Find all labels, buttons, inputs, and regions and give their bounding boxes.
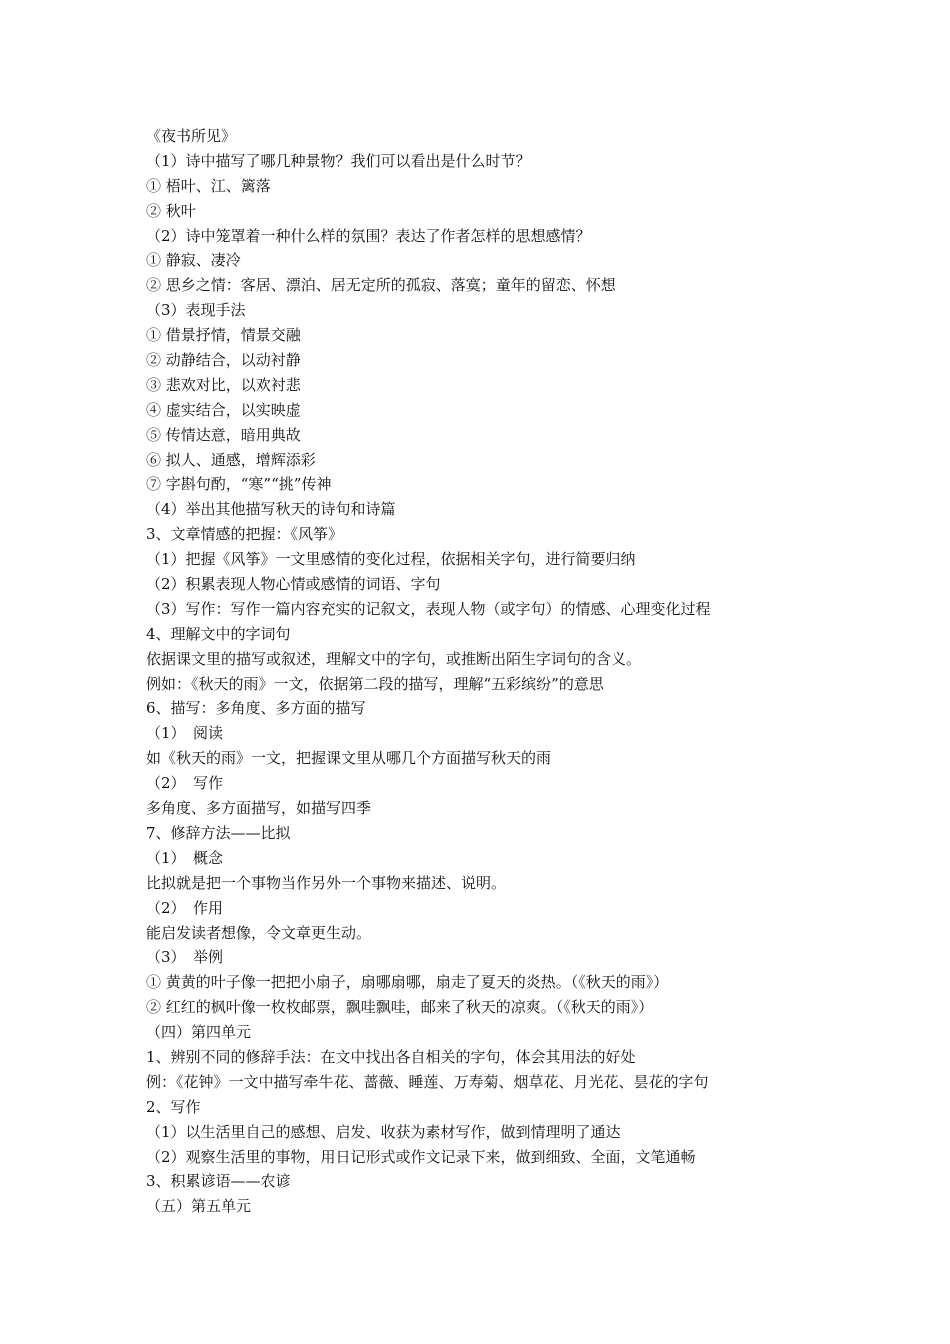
text-line: ① 静寂、凄冷 [146,251,241,270]
text-line: 如《秋天的雨》一文，把握课文里从哪几个方面描写秋天的雨 [146,749,552,768]
section-heading: 6、描写：多角度、多方面的描写 [146,699,366,718]
section-heading: 3、积累谚语——农谚 [146,1172,291,1191]
text-line: （1） 概念 [146,848,224,867]
section-heading: 2、写作 [146,1097,201,1116]
text-line: （1）以生活里自己的感想、启发、收获为素材写作，做到情理明了通达 [146,1122,621,1141]
text-line: （1）把握《风筝》一文里感情的变化过程，依据相关字句，进行简要归纳 [146,550,636,569]
text-line: （2） 写作 [146,774,224,793]
text-line: （2） 作用 [146,898,224,917]
text-line: ④ 虚实结合，以实映虚 [146,400,301,419]
poem-title: 《夜书所见》 [146,127,237,145]
text-line: ⑦ 字斟句酌，“寒”“挑”传神 [146,475,332,494]
text-line: ① 借景抒情，情景交融 [146,326,301,345]
text-line: 依据课文里的描写或叙述，理解文中的字句，或推断出陌生字词句的含义。 [146,649,642,668]
text-line: ③ 悲欢对比，以欢衬悲 [146,375,301,394]
section-heading: 1、辨别不同的修辞手法：在文中找出各自相关的字句，体会其用法的好处 [146,1047,636,1066]
text-line: （2）积累表现人物心情或感情的词语、字句 [146,575,441,594]
text-line: （3）表现手法 [146,301,246,320]
text-line: ① 梧叶、江、篱落 [146,176,271,195]
section-heading: 3、文章情感的把握：《风筝》 [146,525,344,544]
text-line: ② 秋叶 [146,201,196,220]
text-line: ① 黄黄的叶子像一把把小扇子，扇哪扇哪，扇走了夏天的炎热。（《秋天的雨》） [146,973,669,992]
text-line: （1） 阅读 [146,724,224,743]
section-heading: 4、理解文中的字词句 [146,624,291,643]
text-line: 例如：《秋天的雨》一文，依据第二段的描写，理解“五彩缤纷”的意思 [146,674,604,693]
text-line: （2）诗中笼罩着一种什么样的氛围？表达了作者怎样的思想感情？ [146,226,591,245]
text-line: ② 动静结合，以动衬静 [146,351,301,370]
section-heading: 7、修辞方法——比拟 [146,823,291,842]
text-line: 能启发读者想像，令文章更生动。 [146,923,372,942]
text-line: ② 红红的枫叶像一枚枚邮票，飘哇飘哇，邮来了秋天的凉爽。（《秋天的雨》） [146,998,654,1017]
text-line: （1）诗中描写了哪几种景物？我们可以看出是什么时节？ [146,151,531,170]
text-line: （4）举出其他描写秋天的诗句和诗篇 [146,500,396,519]
unit-heading: （四）第四单元 [146,1023,252,1042]
text-line: ⑥ 拟人、通感，增辉添彩 [146,450,316,469]
text-line: 多角度、多方面描写，如描写四季 [146,799,372,818]
text-line: ② 思乡之情：客居、漂泊、居无定所的孤寂、落寞；童年的留恋、怀想 [146,276,616,295]
text-line: ⑤ 传情达意，暗用典故 [146,425,301,444]
text-line: （3） 举例 [146,948,224,967]
document-body [146,124,846,1219]
text-line: （2）观察生活里的事物，用日记形式或作文记录下来，做到细致、全面，文笔通畅 [146,1147,696,1166]
text-line: 例：《花钟》一文中描写牵牛花、蔷薇、睡莲、万寿菊、烟草花、月光花、昙花的字句 [146,1072,709,1091]
unit-heading: （五）第五单元 [146,1197,252,1216]
text-line: （3）写作：写作一篇内容充实的记叙文，表现人物（或字句）的情感、心理变化过程 [146,599,711,618]
text-line: 比拟就是把一个事物当作另外一个事物来描述、说明。 [146,873,507,892]
